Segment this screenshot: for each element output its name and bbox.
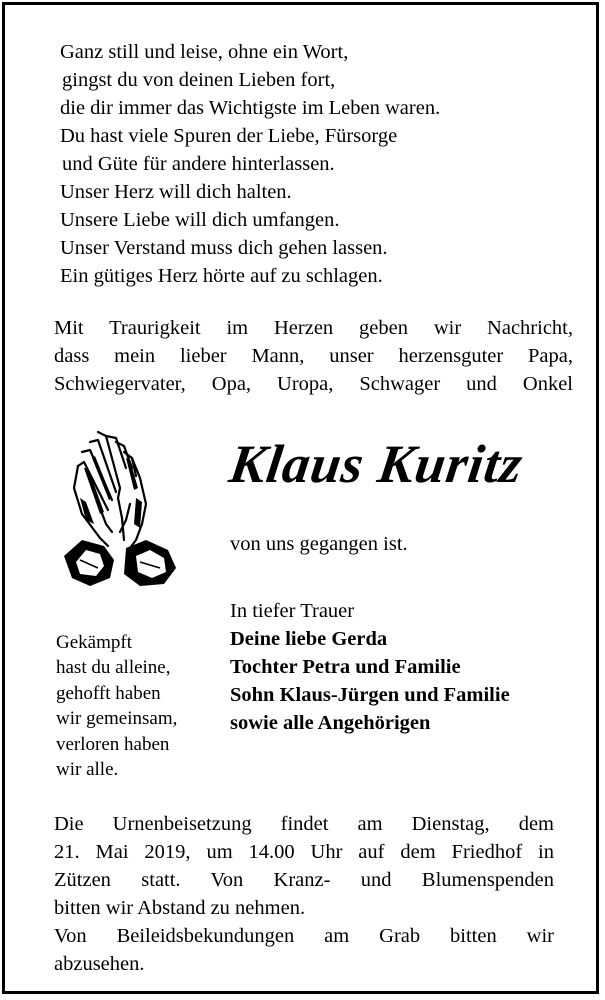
poem-line: Du hast viele Spuren der Liebe, Fürsorge bbox=[60, 125, 398, 147]
funeral-line: 21. Mai 2019, um 14.00 Uhr auf dem Friedhof in bbox=[54, 841, 554, 863]
funeral-info bbox=[54, 810, 554, 978]
praying-hands-icon bbox=[60, 428, 180, 593]
mourning-intro: In tiefer Trauer bbox=[230, 600, 355, 622]
poem-line: und Güte für andere hinterlassen. bbox=[62, 153, 335, 175]
intro-line: Schwiegervater, Opa, Uropa, Schwager und Onkel bbox=[54, 373, 573, 395]
poem-line: die dir immer das Wichtigste im Leben waren. bbox=[60, 97, 441, 119]
poem-line: Unsere Liebe will dich umfangen. bbox=[60, 209, 340, 231]
mourner: Sohn Klaus-Jürgen und Familie bbox=[230, 684, 510, 706]
funeral-line: Die Urnenbeisetzung findet am Dienstag, dem bbox=[54, 813, 554, 835]
poem-line: gingst du von deinen Lieben fort, bbox=[62, 69, 336, 91]
mourner: Tochter Petra und Familie bbox=[230, 656, 461, 678]
mourner: Deine liebe Gerda bbox=[230, 628, 388, 650]
poem-line: Unser Herz will dich halten. bbox=[60, 181, 292, 203]
passed-text: von uns gegangen ist. bbox=[230, 533, 408, 555]
intro-line: dass mein lieber Mann, unser herzensguter Papa, bbox=[54, 345, 573, 367]
side-verse-line: Gekämpft bbox=[56, 632, 132, 653]
side-verse-line: wir gemeinsam, bbox=[56, 708, 178, 729]
deceased-name: Klaus Kuritz bbox=[225, 434, 527, 494]
poem-line: Ein gütiges Herz hörte auf zu schlagen. bbox=[60, 265, 383, 287]
poem-line: Ganz still und leise, ohne ein Wort, bbox=[60, 41, 349, 63]
funeral-line: Zützen statt. Von Kranz- und Blumenspenden bbox=[54, 869, 554, 891]
side-verse-line: verloren haben bbox=[56, 734, 170, 755]
side-verse-line: gehofft haben bbox=[56, 683, 161, 704]
mourner: sowie alle Angehörigen bbox=[230, 712, 431, 734]
funeral-line: Von Beileidsbekundungen am Grab bitten wir bbox=[54, 925, 554, 947]
funeral-line: abzusehen. bbox=[54, 953, 145, 975]
intro-line: Mit Traurigkeit im Herzen geben wir Nachricht, bbox=[54, 317, 573, 339]
poem-line: Unser Verstand muss dich gehen lassen. bbox=[60, 237, 388, 259]
funeral-line: bitten wir Abstand zu nehmen. bbox=[54, 897, 306, 919]
side-verse-line: wir alle. bbox=[56, 759, 119, 780]
side-verse-line: hast du alleine, bbox=[56, 657, 171, 678]
intro-text bbox=[54, 314, 573, 398]
